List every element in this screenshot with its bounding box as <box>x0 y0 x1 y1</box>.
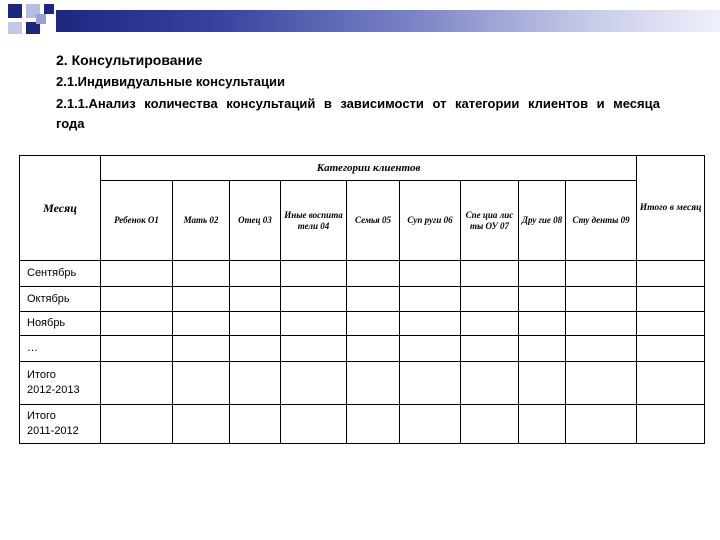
row-label: Сентябрь <box>20 261 101 287</box>
category-header-cell: Спе циа лис ты ОУ 07 <box>461 181 519 261</box>
table-cell[interactable] <box>566 362 637 405</box>
category-header-cell: Сту денты 09 <box>566 181 637 261</box>
table-cell[interactable] <box>347 336 400 362</box>
table-cell[interactable] <box>281 362 347 405</box>
subsubsection-heading: 2.1.1.Анализ количества консультаций в зависимости от категории клиентов и месяца года <box>56 96 660 131</box>
table-cell[interactable] <box>566 261 637 287</box>
row-label: Итого 2011-2012 <box>20 405 101 444</box>
table-cell[interactable] <box>519 312 566 336</box>
table-cell[interactable] <box>173 287 230 312</box>
table-cell[interactable] <box>461 362 519 405</box>
table-cell[interactable] <box>230 405 281 444</box>
table-cell[interactable] <box>173 312 230 336</box>
row-label: Октябрь <box>20 287 101 312</box>
category-header-cell: Отец 03 <box>230 181 281 261</box>
table-cell[interactable] <box>400 261 461 287</box>
table-cell[interactable] <box>566 336 637 362</box>
table-cell[interactable] <box>519 336 566 362</box>
table-cell[interactable] <box>461 405 519 444</box>
table-row <box>20 362 705 405</box>
table-cell[interactable] <box>347 261 400 287</box>
category-header-cell: Семья 05 <box>347 181 400 261</box>
section-heading: 2. Консультирование <box>56 52 203 68</box>
table-cell[interactable] <box>461 287 519 312</box>
category-header-cell: Дру гие 08 <box>519 181 566 261</box>
table-cell[interactable] <box>101 405 173 444</box>
deco-square <box>44 4 54 14</box>
table-cell[interactable] <box>566 312 637 336</box>
total-column-header: Итого в месяц <box>637 156 705 261</box>
table-row <box>20 405 705 444</box>
table-cell[interactable] <box>637 362 705 405</box>
table-cell[interactable] <box>461 261 519 287</box>
table-cell[interactable] <box>101 261 173 287</box>
row-label: … <box>20 336 101 362</box>
deco-square <box>36 14 46 24</box>
table-cell[interactable] <box>173 261 230 287</box>
table-cell[interactable] <box>637 312 705 336</box>
table-cell[interactable] <box>637 336 705 362</box>
table-cell[interactable] <box>400 287 461 312</box>
table-row <box>20 287 705 312</box>
table-cell[interactable] <box>230 287 281 312</box>
table-cell[interactable] <box>566 287 637 312</box>
table-cell[interactable] <box>101 362 173 405</box>
table-row <box>20 312 705 336</box>
table-cell[interactable] <box>173 362 230 405</box>
table-cell[interactable] <box>101 287 173 312</box>
table-row <box>20 261 705 287</box>
table-cell[interactable] <box>566 405 637 444</box>
table-row <box>20 336 705 362</box>
table-cell[interactable] <box>519 362 566 405</box>
table-cell[interactable] <box>101 336 173 362</box>
table-cell[interactable] <box>281 336 347 362</box>
table-cell[interactable] <box>637 287 705 312</box>
table-cell[interactable] <box>281 287 347 312</box>
table-cell[interactable] <box>461 312 519 336</box>
category-header-cell: Суп руги 06 <box>400 181 461 261</box>
table-cell[interactable] <box>230 336 281 362</box>
table-cell[interactable] <box>519 261 566 287</box>
row-label: Ноябрь <box>20 312 101 336</box>
subsection-heading: 2.1.Индивидуальные консультации <box>56 74 285 89</box>
header-band <box>56 10 720 32</box>
table-cell[interactable] <box>347 287 400 312</box>
table-cell[interactable] <box>173 336 230 362</box>
table-cell[interactable] <box>230 312 281 336</box>
table-cell[interactable] <box>519 287 566 312</box>
category-header-cell: Ребенок О1 <box>101 181 173 261</box>
table-cell[interactable] <box>101 312 173 336</box>
header-decoration <box>0 0 720 40</box>
month-column-header: Месяц <box>20 156 101 261</box>
table-cell[interactable] <box>347 405 400 444</box>
category-header-cell: Иные воспита тели 04 <box>281 181 347 261</box>
consultations-table <box>19 155 705 444</box>
deco-square <box>8 22 22 34</box>
table-cell[interactable] <box>519 405 566 444</box>
row-label: Итого 2012-2013 <box>20 362 101 405</box>
table-cell[interactable] <box>400 405 461 444</box>
table-cell[interactable] <box>637 261 705 287</box>
header-row <box>20 156 705 181</box>
table-cell[interactable] <box>281 312 347 336</box>
table-cell[interactable] <box>400 362 461 405</box>
table-cell[interactable] <box>637 405 705 444</box>
table-cell[interactable] <box>400 312 461 336</box>
table-cell[interactable] <box>230 261 281 287</box>
category-header-row <box>20 181 705 261</box>
deco-square <box>8 4 22 18</box>
table-cell[interactable] <box>461 336 519 362</box>
categories-header: Категории клиентов <box>101 156 637 181</box>
table-cell[interactable] <box>347 362 400 405</box>
table-cell[interactable] <box>230 362 281 405</box>
table-cell[interactable] <box>281 261 347 287</box>
table-cell[interactable] <box>173 405 230 444</box>
table-cell[interactable] <box>281 405 347 444</box>
table-cell[interactable] <box>347 312 400 336</box>
table-cell[interactable] <box>400 336 461 362</box>
category-header-cell: Мать 02 <box>173 181 230 261</box>
